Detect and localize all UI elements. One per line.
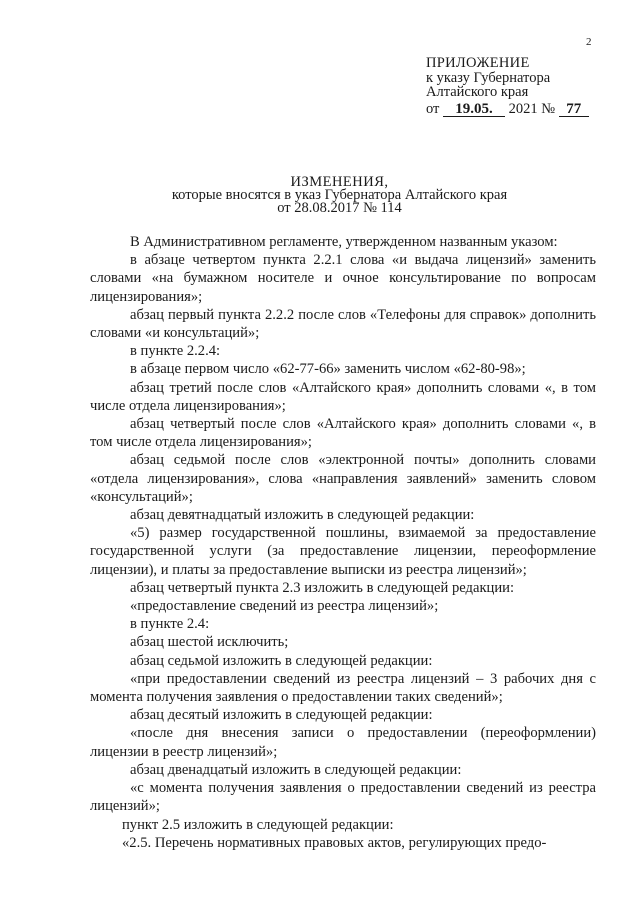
- page-number: 2: [586, 36, 592, 48]
- appendix-block: [426, 56, 589, 117]
- paragraph: «при предоставлении сведений из реестра лицензий – 3 рабочих дня с момента получения заявления о предоставлении таких сведений»;: [90, 670, 596, 706]
- paragraph: абзац четвертый после слов «Алтайского края» дополнить словами «, в том числе отдела лицензирования»;: [90, 416, 596, 451]
- paragraph: «после дня внесения записи о предоставлении (переоформлении) лицензии в реестр лицензий»;: [90, 725, 596, 760]
- paragraph-intro: В Административном регламенте, утвержденном названным указом:: [130, 234, 558, 250]
- number-sign: №: [541, 100, 556, 117]
- paragraph: в пункте 2.4:: [130, 616, 210, 633]
- appendix-date-line: [426, 102, 589, 118]
- paragraph: абзац седьмой изложить в следующей редакции:: [130, 652, 433, 669]
- heading-date: от 28.08.2017 № 114: [277, 200, 402, 216]
- date-year: 2021: [508, 100, 538, 117]
- paragraph: абзац десятый изложить в следующей редакции:: [130, 707, 433, 724]
- paragraph: в абзаце четвертом пункта 2.2.1 слова «и выдача лицензий» заменить словами «на бумажном носителе и очное консультирование по вопросам лицензирования»;: [90, 252, 596, 305]
- paragraph: абзац двенадцатый изложить в следующей редакции:: [130, 761, 462, 778]
- paragraph: «5) размер государственной пошлины, взимаемой за предоставление государственной услуги (за предоставление лицензии, переоформление лицензии), и платы за предоставление выписки из реестра лицензий»;: [90, 525, 596, 578]
- paragraph: пункт 2.5 изложить в следующей редакции:: [122, 816, 394, 833]
- document-body: [90, 233, 596, 852]
- paragraph: абзац седьмой после слов «электронной почты» дополнить словами «отдела лицензирования», слова «направления заявлений» заменить словом «консультаций»;: [90, 452, 596, 505]
- appendix-line-1: к указу Губернатора: [426, 69, 551, 86]
- paragraph: в пункте 2.2.4:: [130, 343, 221, 360]
- date-prefix: от: [426, 100, 440, 117]
- paragraph: абзац девятнадцатый изложить в следующей редакции:: [130, 507, 475, 524]
- appendix-line-2: Алтайского края: [426, 84, 529, 100]
- appendix-title: ПРИЛОЖЕНИЕ: [426, 55, 530, 71]
- heading-subtitle: которые вносятся в указ Губернатора Алтайского края: [171, 187, 508, 203]
- paragraph: абзац четвертый пункта 2.3 изложить в следующей редакции:: [130, 579, 515, 596]
- decree-number: 77: [559, 102, 589, 118]
- heading-title: ИЗМЕНЕНИЯ,: [290, 174, 389, 190]
- paragraph: «с момента получения заявления о предоставлении сведений из реестра лицензий»;: [90, 780, 596, 815]
- paragraph: «предоставление сведений из реестра лицензий»;: [130, 598, 439, 615]
- paragraph: «2.5. Перечень нормативных правовых актов, регулирующих предо-: [122, 834, 547, 851]
- paragraph: абзац шестой исключить;: [130, 634, 289, 651]
- paragraph: абзац первый пункта 2.2.2 после слов «Телефоны для справок» дополнить словами «и консультаций»;: [90, 306, 596, 342]
- paragraph: в абзаце первом число «62-77-66» заменить числом «62-80-98»;: [130, 361, 526, 378]
- paragraph: абзац третий после слов «Алтайского края» дополнить словами «, в том числе отдела лицензирования»;: [90, 379, 596, 414]
- date-value: 19.05.: [443, 102, 505, 118]
- document-heading: [0, 176, 639, 215]
